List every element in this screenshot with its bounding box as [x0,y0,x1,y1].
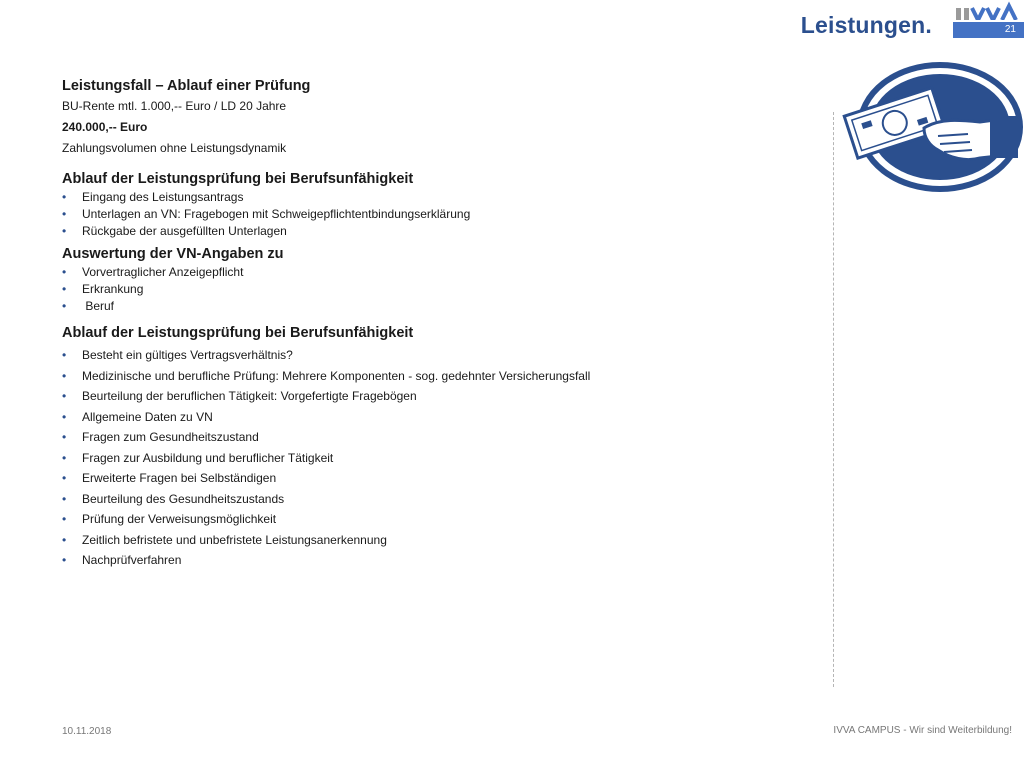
list-item: • Beruf [62,298,802,315]
list-item: • Unterlagen an VN: Fragebogen mit Schweigepflichtentbindungserklärung [62,206,802,223]
main-heading: Leistungsfall – Ablauf einer Prüfung [62,78,311,94]
footer-date: 10.11.2018 [62,726,112,737]
bullet-list [62,189,802,240]
bullet-list [62,345,802,571]
list-item: • Eingang des Leistungsantrags [62,189,802,206]
list-item: • Nachprüfverfahren [62,550,802,571]
section-title: Ablauf der Leistungsprüfung bei Berufsunfähigkeit [62,171,414,187]
page-number: 21 [953,22,1024,38]
list-item: • Fragen zur Ausbildung und beruflicher Tätigkeit [62,448,802,469]
list-item: • Rückgabe der ausgefüllten Unterlagen [62,223,802,240]
main-content [62,76,802,571]
section-title: Auswertung der VN-Angaben zu [62,246,284,262]
list-item: • Erkrankung [62,281,802,298]
footer-tagline: IVVA CAMPUS - Wir sind Weiterbildung! [833,725,1012,736]
vertical-divider [833,112,834,687]
list-item: • Besteht ein gültiges Vertragsverhältnis? [62,345,802,366]
volume-line: Zahlungsvolumen ohne Leistungsdynamik [62,141,287,155]
section-title: Ablauf der Leistungsprüfung bei Berufsunfähigkeit [62,325,414,341]
bullet-list [62,264,802,315]
rent-line: BU-Rente mtl. 1.000,-- Euro / LD 20 Jahre [62,99,287,113]
amount-line: 240.000,-- Euro [62,120,148,134]
section-leistungspruefung-1 [62,169,802,240]
section-auswertung [62,244,802,315]
list-item: • Beurteilung des Gesundheitszustands [62,489,802,510]
list-item: • Prüfung der Verweisungsmöglichkeit [62,509,802,530]
list-item: • Medizinische und berufliche Prüfung: Mehrere Komponenten - sog. gedehnter Versicherungsfall [62,366,802,387]
ivva-logo [954,0,1024,20]
hand-holding-money-icon [840,58,1024,193]
list-item: • Allgemeine Daten zu VN [62,407,802,428]
page-title: Leistungen. [800,12,932,38]
list-item: • Erweiterte Fragen bei Selbständigen [62,468,802,489]
list-item: • Fragen zum Gesundheitszustand [62,427,802,448]
section-leistungspruefung-2 [62,323,802,571]
list-item: • Vorvertraglicher Anzeigepflicht [62,264,802,281]
list-item: • Beurteilung der beruflichen Tätigkeit: Vorgefertigte Fragebögen [62,386,802,407]
list-item: • Zeitlich befristete und unbefristete Leistungsanerkennung [62,530,802,551]
